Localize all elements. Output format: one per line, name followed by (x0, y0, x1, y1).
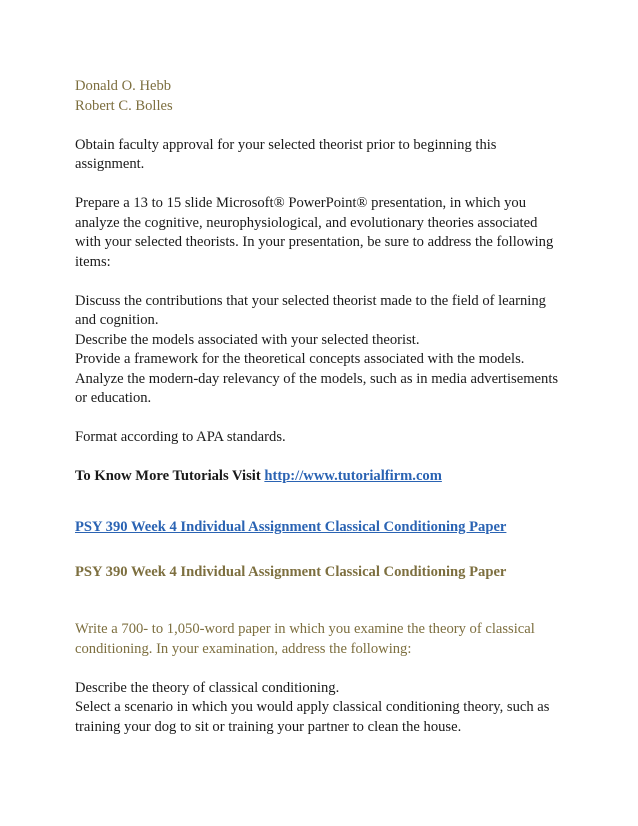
paragraph-line: Obtain faculty approval for your selected theorist prior to beginning this (75, 136, 497, 153)
author-name: Robert C. Bolles (75, 97, 173, 114)
paragraph-line: Describe the theory of classical conditioning. (75, 679, 340, 696)
items-list (75, 292, 575, 409)
tutorials-prefix: To Know More Tutorials Visit (75, 468, 265, 484)
author-list (75, 77, 575, 116)
list-item: Discuss the contributions that your selected theorist made to the field of learning (75, 292, 546, 309)
tutorials-line (75, 467, 575, 487)
list-item: Analyze the modern-day relevancy of the models, such as in media advertisements (75, 370, 559, 387)
document-page (75, 77, 575, 737)
format-note: Format according to APA standards. (75, 429, 286, 445)
list-item: Describe the models associated with your selected theorist. (75, 331, 420, 348)
list-item: and cognition. (75, 312, 159, 328)
describe-paragraph (75, 679, 575, 738)
paragraph-line: items: (75, 253, 111, 270)
paragraph-line: training your dog to sit or training your partner to clean the house. (75, 718, 462, 735)
write-paragraph (75, 620, 575, 659)
author-name: Donald O. Hebb (75, 78, 172, 94)
prepare-paragraph (75, 194, 575, 272)
assignment-link[interactable]: PSY 390 Week 4 Individual Assignment Classical Conditioning Paper (75, 519, 507, 535)
assignment-heading: PSY 390 Week 4 Individual Assignment Classical Conditioning Paper (75, 564, 507, 580)
tutorials-link[interactable]: http://www.tutorialfirm.com (264, 468, 442, 484)
paragraph-line: Select a scenario in which you would apply classical conditioning theory, such as (75, 699, 550, 715)
paragraph-line: Write a 700- to 1,050-word paper in which you examine the theory of classical (75, 621, 535, 637)
list-item: or education. (75, 390, 152, 406)
paragraph-line: Prepare a 13 to 15 slide Microsoft® PowerPoint® presentation, in which you (75, 195, 526, 211)
paragraph-line: with your selected theorists. In your presentation, be sure to address the following (75, 234, 554, 250)
approval-paragraph (75, 136, 575, 175)
paragraph-line: analyze the cognitive, neurophysiological, and evolutionary theories associated (75, 214, 538, 231)
list-item: Provide a framework for the theoretical concepts associated with the models. (75, 351, 525, 367)
paragraph-line: conditioning. In your examination, address the following: (75, 640, 412, 657)
paragraph-line: assignment. (75, 156, 145, 172)
